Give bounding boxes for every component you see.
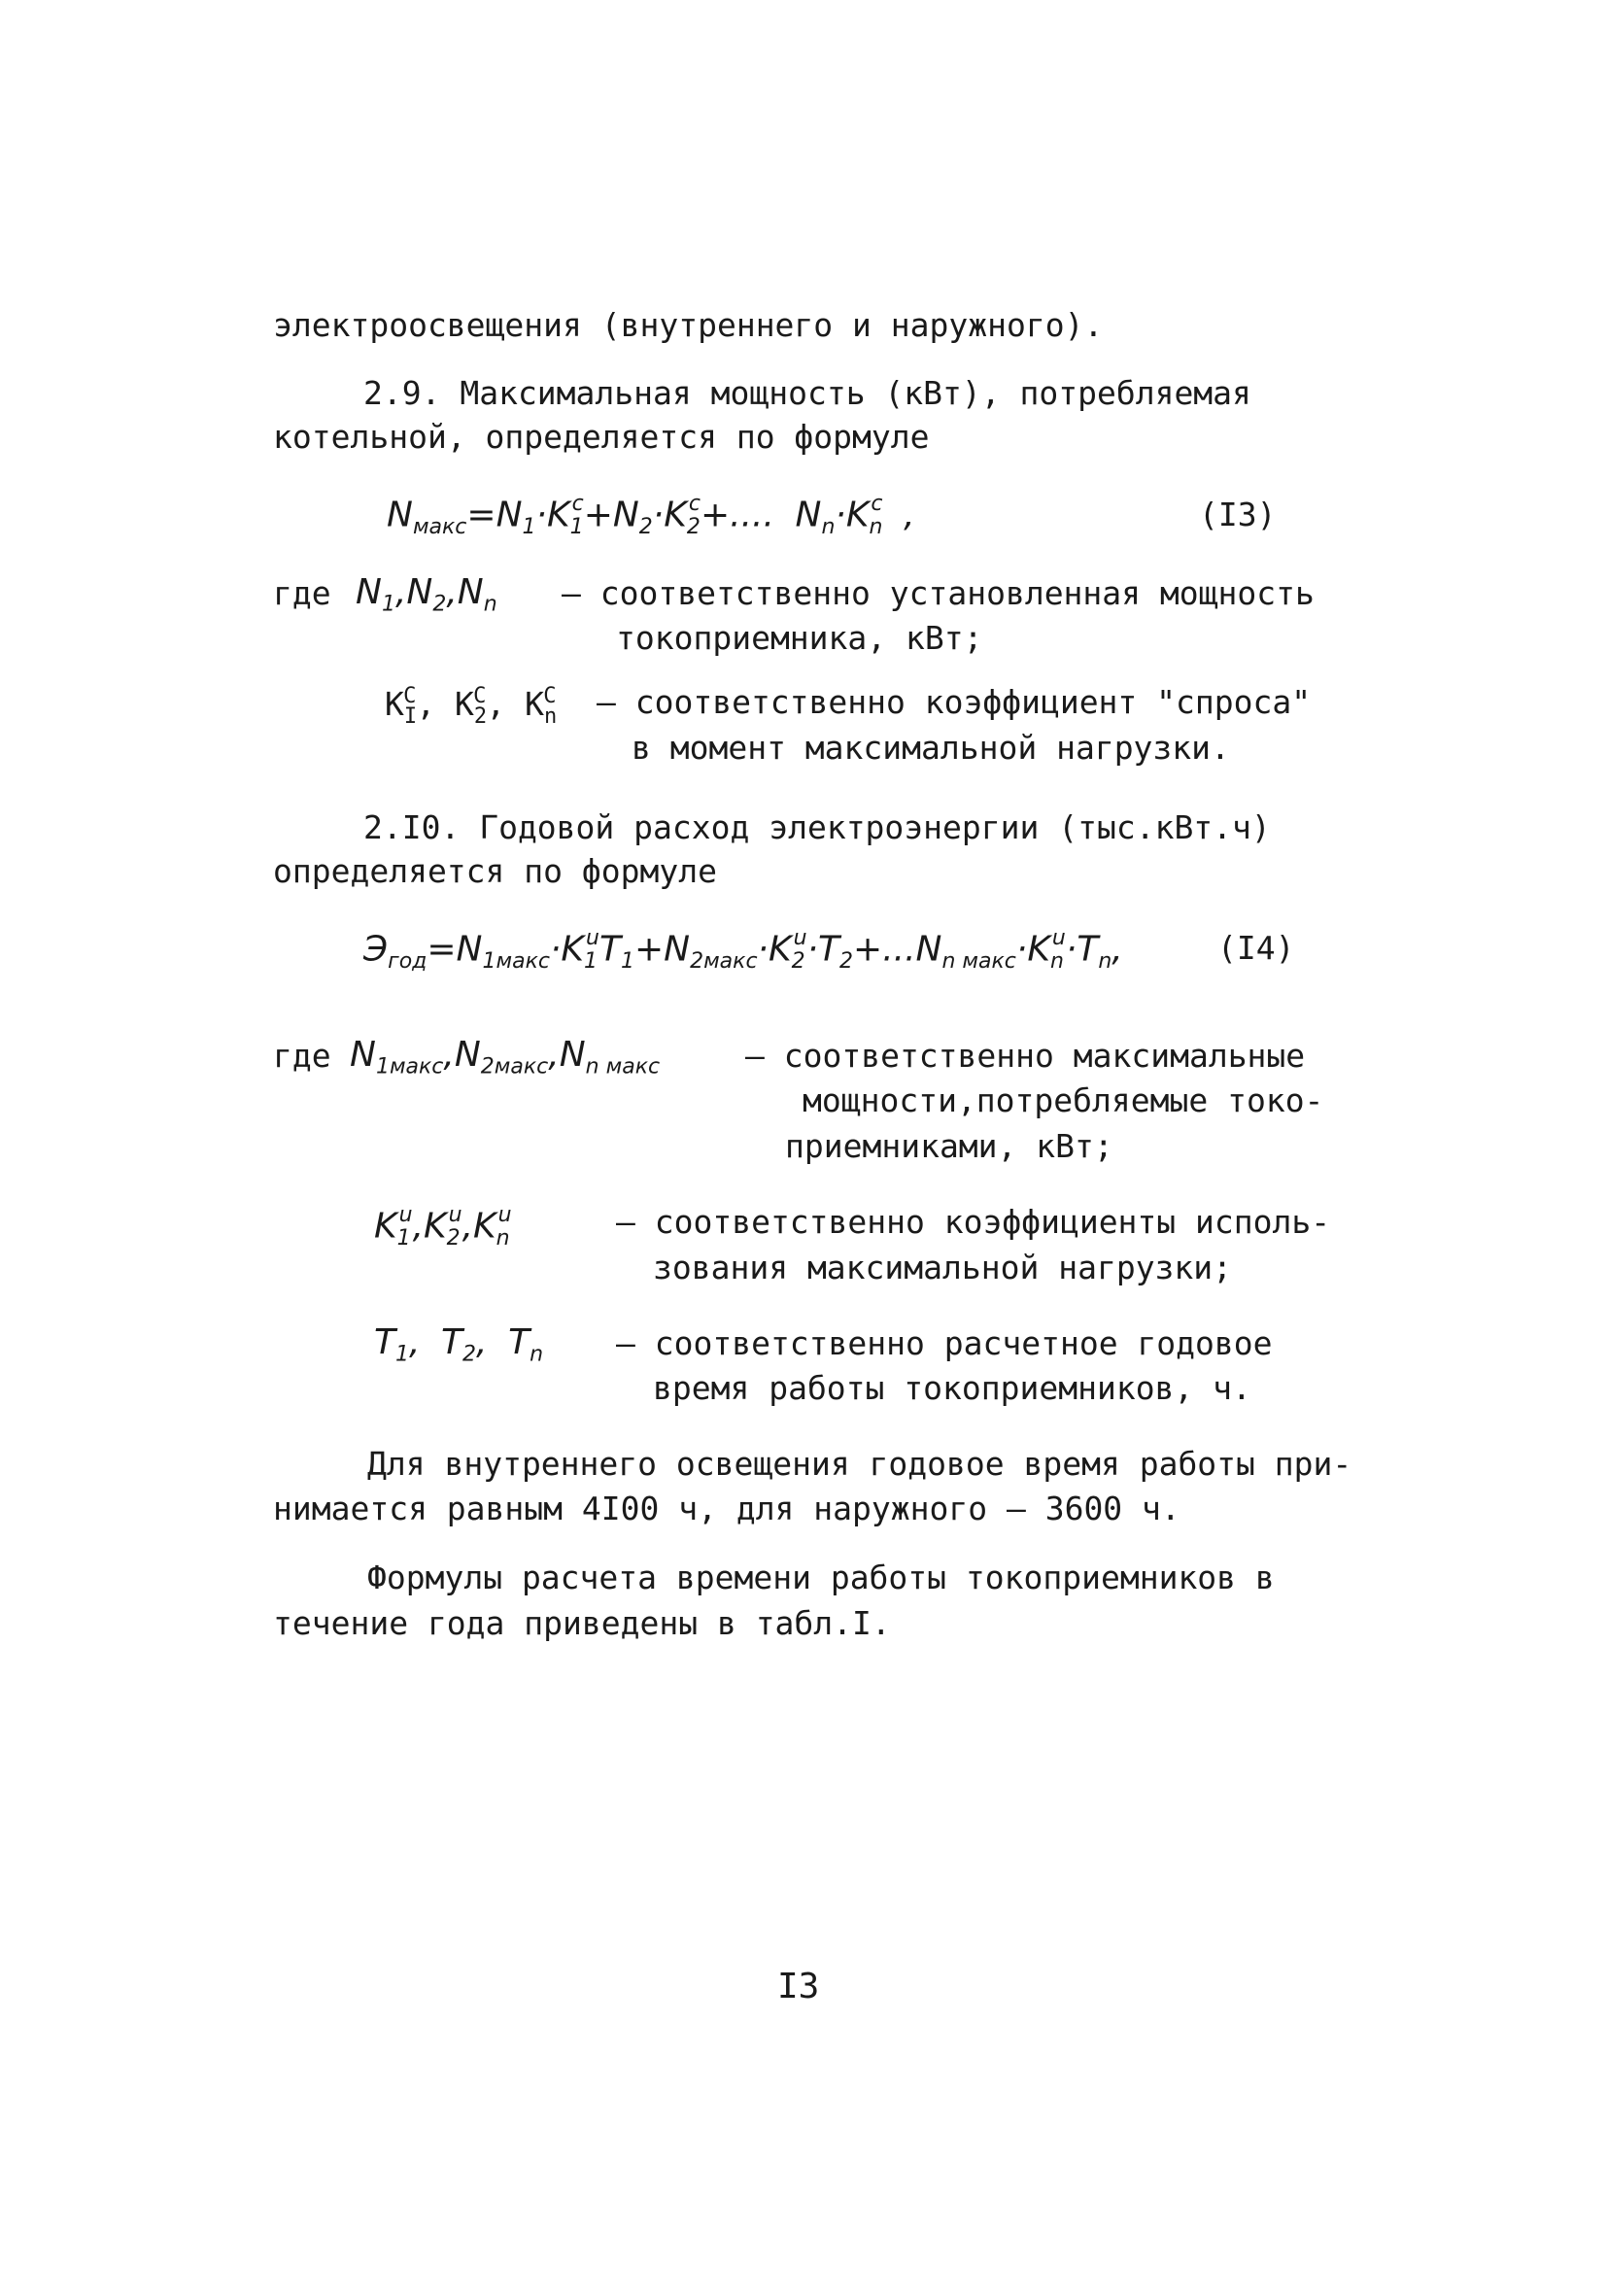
formula-13: $N_{макс}=N_1\cdot K_1^c+N_2\cdot K_2^c+$.... $N_n\cdot K_n^c$ , xyxy=(387,492,915,540)
def3-line3: приемниками, кВт; xyxy=(785,1127,1113,1165)
def5-line1: – соответственно расчетное годовое xyxy=(616,1324,1273,1362)
paragraph-formulas-line2: течение года приведены в табл.I. xyxy=(273,1604,891,1642)
formula-14: $Э_{год}=N_{1макс}\cdot K_1^uT_1+N_{2макс}\cdot K_2^u\cdot T_2+...N_{n макс}\cdot K_n^u\cdot T_n$, xyxy=(363,926,1123,975)
def1-line2: токоприемника, кВт; xyxy=(616,619,983,657)
def-symbol-Ku: $K_1^u,K_2^u,K_n^u$ xyxy=(374,1203,512,1251)
paragraph-2-10-line1: 2.I0. Годовой расход электроэнергии (тыс.кВт.ч) xyxy=(363,808,1271,846)
def2-line2: в момент максимальной нагрузки. xyxy=(632,729,1230,767)
def4-line1: – соответственно коэффициенты исполь- xyxy=(616,1203,1331,1241)
def4-line2: зования максимальной нагрузки; xyxy=(653,1249,1233,1286)
paragraph-formulas-line1: Формулы расчета времени работы токоприемников в xyxy=(367,1559,1275,1596)
equation-number-14: (I4) xyxy=(1217,929,1295,967)
def1-line1: – соответственно установленная мощность xyxy=(562,574,1315,612)
page-number: I3 xyxy=(777,1967,820,2006)
def2-line1: – соответственно коэффициент "спроса" xyxy=(597,683,1312,721)
def-symbol-T: $T_1$, $T_2$, $T_n$ xyxy=(374,1322,544,1367)
def3-line2: мощности,потребляемые токо- xyxy=(803,1081,1324,1119)
equation-number-13: (I3) xyxy=(1199,496,1277,533)
def3-line1: – соответственно максимальные xyxy=(745,1037,1306,1075)
paragraph-2-9-line2: котельной, определяется по формуле xyxy=(273,418,930,456)
paragraph-lighting-line1: Для внутреннего освещения годовое время работы при- xyxy=(367,1445,1352,1483)
where-label: где xyxy=(273,574,331,612)
where-label: где xyxy=(273,1037,331,1075)
paragraph-2-10-line2: определяется по формуле xyxy=(273,852,717,890)
def-symbol-K-demand: $K_I^С$, $K_2^С$, $K_n^С$ xyxy=(385,684,558,729)
def-symbol-Nmax: $N_{1макс},N_{2макс},N_{n макс}$ xyxy=(350,1035,661,1079)
def-symbol-N: $N_1,N_2,N_n$ xyxy=(356,572,497,617)
paragraph-lighting-line2: нимается равным 4I00 ч, для наружного – 3600 ч. xyxy=(273,1490,1180,1527)
text-line: электроосвещения (внутреннего и наружного). xyxy=(273,306,1104,344)
paragraph-2-9-line1: 2.9. Максимальная мощность (кВт), потребляемая xyxy=(363,374,1251,412)
def5-line2: время работы токоприемников, ч. xyxy=(653,1369,1251,1407)
